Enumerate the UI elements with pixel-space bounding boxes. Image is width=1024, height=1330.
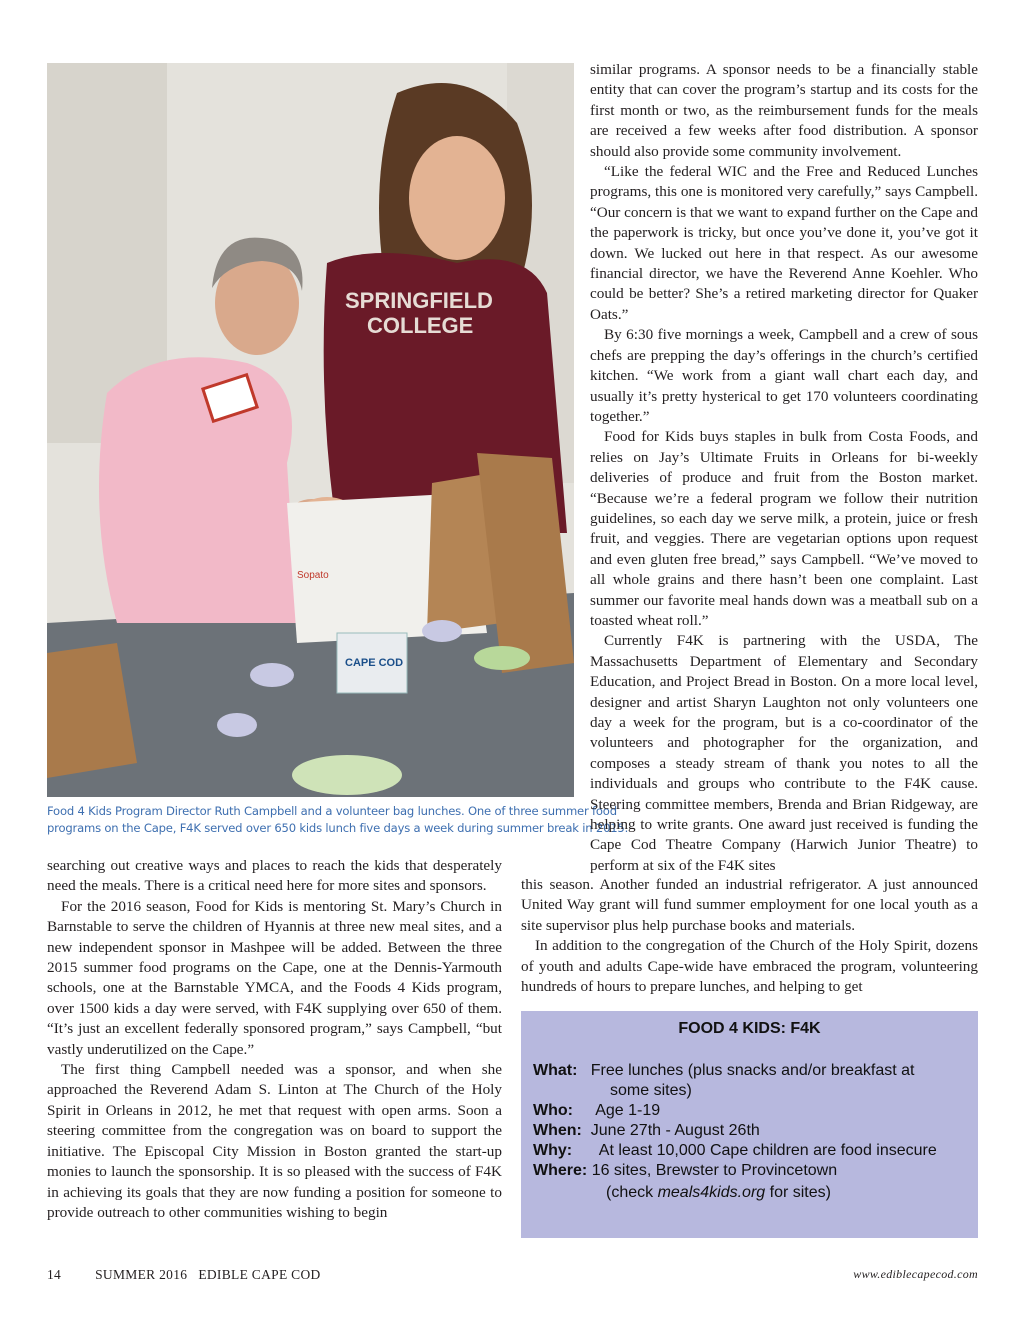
sidebar-label: What: xyxy=(533,1062,578,1079)
sidebar-label: Who: xyxy=(533,1102,573,1119)
photo-caption xyxy=(47,803,629,837)
footer-section: SUMMER 2016 EDIBLE CAPE COD xyxy=(95,1267,321,1282)
footer-website: www.ediblecapecod.com xyxy=(853,1267,978,1281)
paragraph: similar programs. A sponsor needs to be a financially stable entity that can cover the program’s startup and its costs for the first month or two, as the reimbursement funds for the meals are received a few weeks after food distribution. A sponsor should also provide some community involvement. xyxy=(590,61,978,160)
sidebar-row-who xyxy=(533,1101,660,1121)
paragraph: For the 2016 season, Food for Kids is mentoring St. Mary’s Church in Barnstable to serve the children of Hyannis at three new meal sites, and a new independent sponsor in Mashpee will be added. Between the three 2015 summer food programs on the Cape, one at the Dennis-Yarmouth schools, one at the Barnstable YMCA, and the Foods 4 Kids program, over 1500 kids a day were served, with F4K supplying over 650 of them. “It’s just an excellent federally sponsored program,” says Campbell, “but vastly underutilized on the Cape.” xyxy=(47,897,502,1058)
article-photo xyxy=(47,63,574,797)
sidebar-row-what-cont xyxy=(610,1081,692,1101)
sidebar-value: for sites) xyxy=(765,1184,831,1201)
paragraph: In addition to the congregation of the Church of the Holy Spirit, dozens of youth and adults Cape-wide have embraced the program, volunteering hundreds of hours to prepare lunches, and helping to get xyxy=(521,937,978,996)
page-number: 14 xyxy=(47,1267,62,1282)
caption-line: Food 4 Kids Program Director Ruth Campbell and a volunteer bag lunches. One of three summer food xyxy=(47,804,617,818)
left-column xyxy=(47,856,502,1223)
sidebar-title: FOOD 4 KIDS: F4K xyxy=(678,1020,821,1037)
shirt-text-2: COLLEGE xyxy=(367,313,474,338)
paragraph: searching out creative ways and places to reach the kids that desperately need the meals. There is a critical need here for more sites and sponsors. xyxy=(47,857,502,895)
paragraph: Currently F4K is partnering with the USDA, The Massachusetts Department of Elementary and Secondary Education, and Project Bread in Boston. On a more local level, designer and artist Sharyn Laughton not only volunteers one day a week for the program, but is a co-coordinator of the volunteers and photographer for the organization, and composes a steady stream of thank you notes to all the individuals and groups who contribute to the F4K cause. Steering committee members, Brenda and Brian Ridgeway, are helping to write grants. One award just received is funding the Cape Cod Theatre Company (Harwich Junior Theatre) to perform at six of the F4K sites xyxy=(590,632,978,874)
sidebar-value: Free lunches (plus snacks and/or breakfast at xyxy=(590,1062,915,1079)
paragraph: this season. Another funded an industrial refrigerator. A just announced United Way grant will fund summer employment for one local youth as a site supervisor plus help purchase books and materials. xyxy=(521,876,978,934)
sidebar-value: Age 1-19 xyxy=(595,1102,661,1119)
sidebar-row-when xyxy=(533,1121,760,1141)
shirt-text-1: SPRINGFIELD xyxy=(345,288,493,313)
wide-column xyxy=(521,875,978,997)
sidebar-label: Why: xyxy=(533,1142,573,1159)
sidebar-value: June 27th - August 26th xyxy=(590,1122,760,1139)
paragraph: The first thing Campbell needed was a sponsor, and when she approached the Reverend Adam S. Linton at The Church of the Holy Spirit in Orleans in 2012, he met that request with open arms. Soon a steering committee from the congregation was on board to support the initiative. The Episcopal City Mission in Boston granted the start-up monies to launch the sponsorship. It is so pleased with the success of F4K in achieving its goals that they are now funding a position for someone to provide outreach to other communities wishing to begin xyxy=(47,1061,502,1221)
sidebar-row-why xyxy=(533,1141,937,1161)
info-sidebar xyxy=(521,1011,978,1238)
sidebar-value: some sites) xyxy=(610,1082,692,1099)
photo-illustration xyxy=(47,63,574,797)
paragraph: By 6:30 five mornings a week, Campbell and a crew of sous chefs are prepping the day’s offerings in the church’s certified kitchen. “We work from a giant wall chart each day, and usually it’s pretty hysterical to get 170 volunteers coordinating together.” xyxy=(590,326,978,425)
paragraph: “Like the federal WIC and the Free and Reduced Lunches programs, this one is monitored very carefully,” says Campbell. “Our concern is that we want to expand further on the Cape and the paperwork is tricky, but once you’ve done it, you’ve got it down. We lucked out here in that respect. As our awesome financial director, we have the Reverend Anne Koehler. Who could be better? She’s a retired marketing director for Quaker Oats.” xyxy=(590,163,978,323)
sidebar-row-where xyxy=(533,1161,837,1181)
right-column xyxy=(590,60,978,876)
box-label: Sopato xyxy=(297,570,329,581)
sidebar-value: (check xyxy=(606,1184,658,1201)
sidebar-label: Where: xyxy=(533,1162,588,1179)
caption-line: programs on the Cape, F4K served over 650 kids lunch five days a week during summer break in 2015. xyxy=(47,821,629,835)
sidebar-value: At least 10,000 Cape children are food insecure xyxy=(598,1142,937,1159)
sidebar-row-where-cont xyxy=(606,1183,831,1203)
sidebar-row-what xyxy=(533,1061,915,1081)
paragraph: Food for Kids buys staples in bulk from Costa Foods, and relies on Jay’s Ultimate Fruits in Orleans for bi-weekly deliveries of produce and fruit from the Boston market. “Because we’re a federal program we follow their nutrition guidelines, so each day we serve milk, a protein, juice or fresh fruit, and veggies. There are vegetarian options upon request and even gluten free bread,” says Campbell. “We’ve moved to all whole grains and there hasn’t been one complaint. Last summer our favorite meal hands down was a meatball sub on a toasted wheat roll.” xyxy=(590,428,978,629)
footer-left xyxy=(47,1267,321,1283)
website-link[interactable]: meals4kids.org xyxy=(657,1184,766,1201)
sidebar-label: When: xyxy=(533,1122,582,1139)
chip-bag-label: CAPE COD xyxy=(345,657,404,669)
sidebar-value: 16 sites, Brewster to Provincetown xyxy=(591,1162,838,1179)
